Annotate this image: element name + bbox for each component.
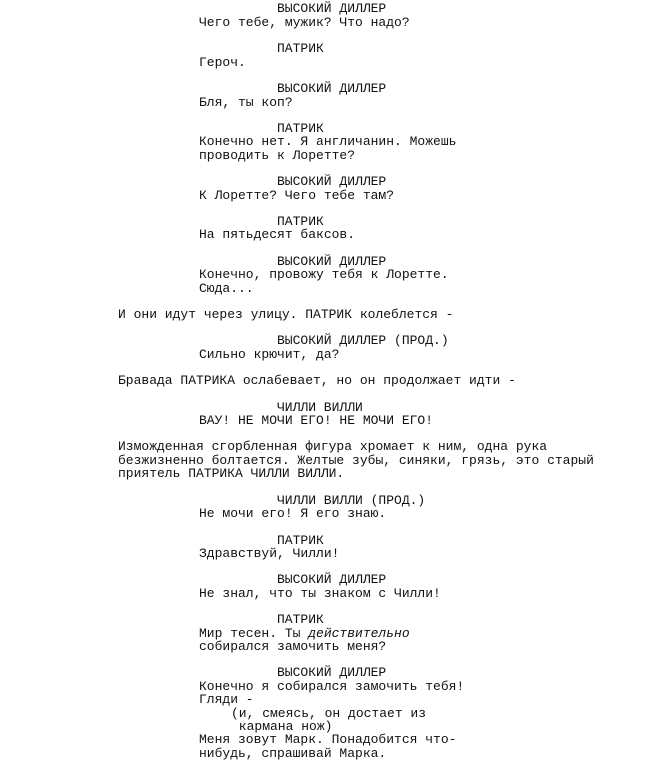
dialogue-text: Мир тесен. Ты — [199, 626, 309, 641]
character-name: ВЫСОКИЙ ДИЛЛЕР — [277, 81, 387, 96]
character-name: ВЫСОКИЙ ДИЛЛЕР — [277, 254, 387, 269]
character-name: ПАТРИК — [277, 214, 324, 229]
dialogue-line: Меня зовут Марк. Понадобится что- — [199, 732, 457, 747]
action-line: приятель ПАТРИКА ЧИЛЛИ ВИЛЛИ. — [118, 466, 345, 481]
character-name: ВЫСОКИЙ ДИЛЛЕР — [277, 174, 387, 189]
action-line: И они идут через улицу. ПАТРИК колеблется - — [118, 307, 454, 322]
character-name: ПАТРИК — [277, 121, 324, 136]
dialogue-line: Чего тебе, мужик? Что надо? — [199, 15, 410, 30]
parenthetical-line: (и, смеясь, он достает из — [231, 706, 427, 721]
character-name: ВЫСОКИЙ ДИЛЛЕР — [277, 572, 387, 587]
dialogue-line: К Лоретте? Чего тебе там? — [199, 188, 395, 203]
dialogue-line: Конечно нет. Я англичанин. Можешь — [199, 134, 457, 149]
dialogue-line: Бля, ты коп? — [199, 95, 293, 110]
dialogue-line: Не мочи его! Я его знаю. — [199, 506, 387, 521]
dialogue-line: ВАУ! НЕ МОЧИ ЕГО! НЕ МОЧИ ЕГО! — [199, 413, 434, 428]
dialogue-line: Конечно я собирался замочить тебя! — [199, 679, 465, 694]
dialogue-line: Конечно, провожу тебя к Лоретте. — [199, 267, 449, 282]
dialogue-line: нибудь, спрашивай Марка. — [199, 746, 387, 761]
dialogue-line: Героч. — [199, 55, 246, 70]
dialogue-line: Сильно крючит, да? — [199, 347, 340, 362]
action-line: Изможденная сгорбленная фигура хромает к ним, одна рука — [118, 439, 548, 454]
dialogue-line: Гляди - — [199, 692, 254, 707]
dialogue-line: Здравствуй, Чилли! — [199, 546, 340, 561]
character-name: ЧИЛЛИ ВИЛЛИ — [277, 400, 363, 415]
character-name: ПАТРИК — [277, 533, 324, 548]
dialogue-line: Не знал, что ты знаком с Чилли! — [199, 586, 441, 601]
dialogue-line: проводить к Лоретте? — [199, 148, 356, 163]
emphasis-text: действительно — [308, 626, 410, 641]
character-name: ЧИЛЛИ ВИЛЛИ (ПРОД.) — [277, 493, 426, 508]
action-line: безжизненно болтается. Желтые зубы, синяки, грязь, это старый — [118, 453, 594, 468]
character-name: ВЫСОКИЙ ДИЛЛЕР — [277, 1, 387, 16]
character-name: ВЫСОКИЙ ДИЛЛЕР — [277, 665, 387, 680]
action-line: Бравада ПАТРИКА ослабевает, но он продолжает идти - — [118, 373, 516, 388]
character-name: ПАТРИК — [277, 41, 324, 56]
character-name: ПАТРИК — [277, 612, 324, 627]
dialogue-line: На пятьдесят баксов. — [199, 227, 356, 242]
dialogue-line: собирался замочить меня? — [199, 639, 387, 654]
parenthetical-line: кармана нож) — [231, 719, 333, 734]
character-name: ВЫСОКИЙ ДИЛЛЕР (ПРОД.) — [277, 333, 449, 348]
dialogue-line: Сюда... — [199, 281, 254, 296]
